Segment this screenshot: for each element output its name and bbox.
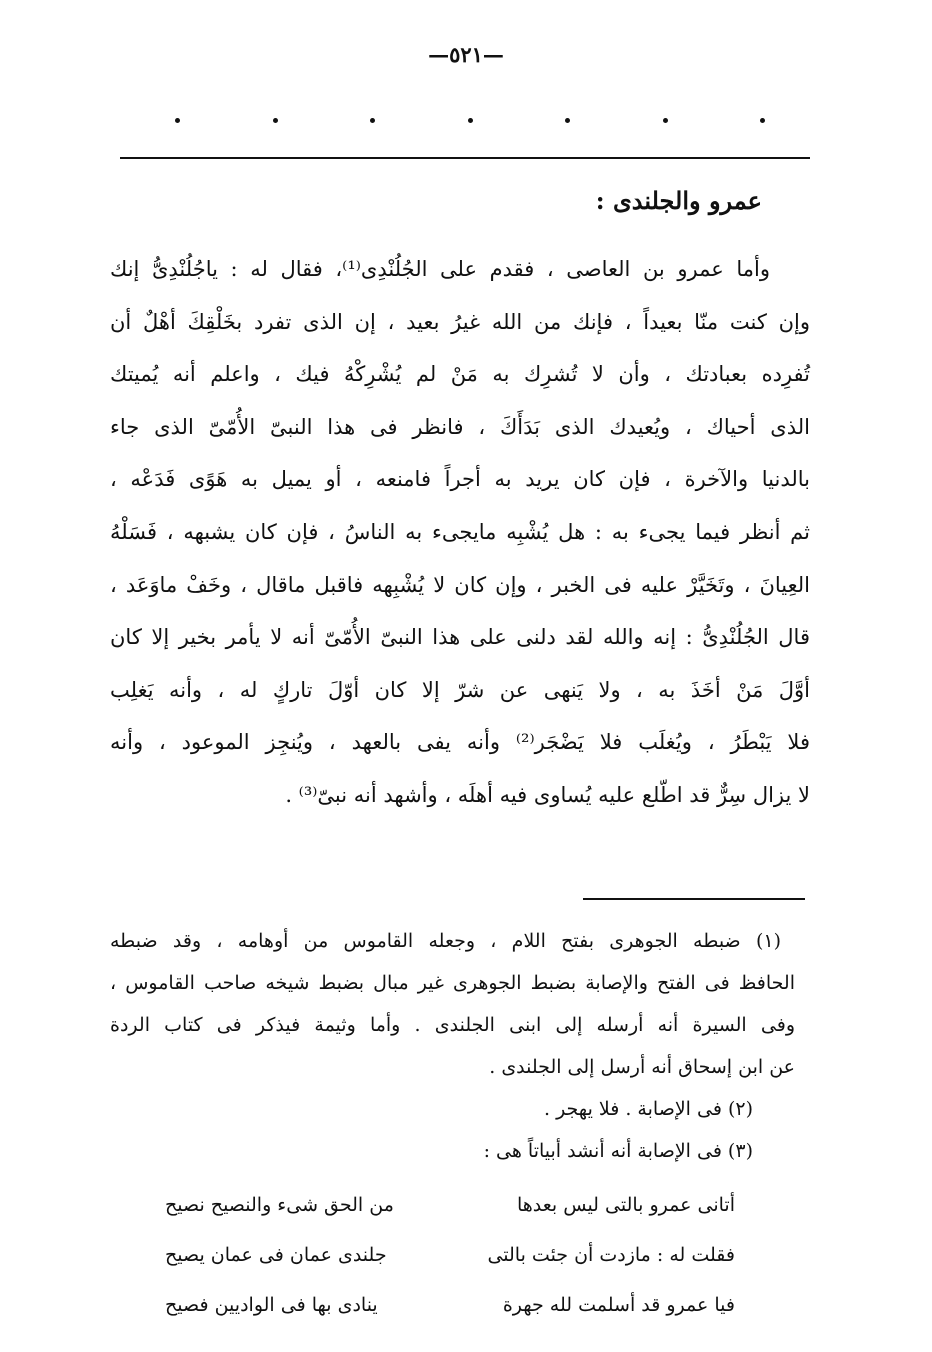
ornament-dot [370,118,375,123]
body-line: أوَّلَ مَنْ أخَذَ به ، ولا يَنهى عن شرّ إلا كان أوّلَ تاركٍ له ، وأنه يَغلِب [110,677,810,702]
body-line: فلا يَبْطَرُ ، ويُغلَب فلا يَضْجَر⁽²⁾ وأنه يفى بالعهد ، ويُنجِز الموعود ، وأنه [110,730,810,755]
footnote-line: (٢) فى الإصابة . فلا يهجر . [543,1098,753,1120]
footnotes [110,920,795,1172]
body-line: وأما عمرو بن العاصى ، فقدم على الجُلُنْدِى⁽¹⁾، فقال له : ياجُلُنْدِىُّ إنك [110,257,770,281]
header-divider [120,157,810,159]
ornament-dot [760,118,765,123]
body-line: وإن كنت منّا بعيداً ، فإنك من الله غيرُ بعيد ، إن الذى تفرد بخَلْقِكَ أهْلٌ أن [110,309,810,334]
footnote-line: (١) ضبطه الجوهرى بفتح اللام ، وجعله القاموس من أوهامه ، وقد ضبطه [110,930,781,952]
verse-first-hemistich: أتانى عمرو بالتى ليس بعدها [516,1194,735,1216]
ornament-dot [663,118,668,123]
ornament-dot [468,118,473,123]
body-line: الذى أحياك ، ويُعيدك الذى بَدَأَكَ ، فانظر فى هذا النبىّ الأُمّىّ الذى جاء [110,414,810,439]
body-line: ثم أنظر فيما يجىء به : هل يُشْبِه مايجىء به الناسُ ، فإن كان يشبهه ، فَسَلْهُ [110,519,810,544]
footnote-line: الحافظ فى الفتح والإصابة بضبط الجوهرى غير مبال بضبط شيخه صاحب القاموس ، [110,972,795,994]
page-number: —٥٢١— [428,42,504,67]
footnote-line: وفى السيرة أنه أرسله إلى ابنى الجلندى . وأما وثيمة فيذكر فى كتاب الردة [110,1014,795,1036]
footnote-divider [583,898,805,900]
body-line: العِيانَ ، وتَخَيَّرْ عليه فى الخبر ، وإن كان لا يُشْبِهه فاقبل ماقال ، وخَفْ ماوَعَد ، [110,572,810,597]
poem [165,1180,735,1330]
section-title: عمرو والجلندى : [595,186,762,215]
verse-first-hemistich: فقلت له : مازدت أن جئت بالتى [487,1244,735,1266]
poem-verse [165,1230,735,1280]
body-line: بالدنيا والآخرة ، فإن كان يريد به أجراً فامنعه ، أو يميل به هَوًى فَدَعْه ، [110,467,810,492]
poem-verse [165,1280,735,1330]
verse-second-hemistich: من الحق شىء والنصيح نصيح [165,1194,394,1216]
verse-second-hemistich: جلندى عمان فى عمان يصيح [165,1244,387,1266]
footnote-line: (٣) فى الإصابة أنه أنشد أبياتاً هى : [483,1140,753,1162]
body-text [110,243,810,822]
ornament-dot [565,118,570,123]
verse-first-hemistich: فيا عمرو قد أسلمت لله جهرة [502,1294,735,1316]
body-line: تُفرِده بعبادتك ، وأن لا تُشرِك به مَنْ لم يُشْرِكْهُ فيك ، واعلم أنه يُميتك [110,362,810,387]
body-line: لا يزال سِرٌّ قد اطّلع عليه يُساوى فيه أهلَه ، وأشهد أنه نبىّ⁽³⁾ . [285,782,810,807]
body-line: قال الجُلُنْدِىُّ : إنه والله لقد دلنى على هذا النبىّ الأُمّىّ أنه لا يأمر بخير إلا كان [110,625,810,650]
ornamental-dots [175,118,765,123]
poem-verse [165,1180,735,1230]
ornament-dot [273,118,278,123]
verse-second-hemistich: ينادى بها فى الواديين فصيح [165,1294,378,1316]
footnote-line: عن ابن إسحاق أنه أرسل إلى الجلندى . [489,1056,795,1078]
ornament-dot [175,118,180,123]
